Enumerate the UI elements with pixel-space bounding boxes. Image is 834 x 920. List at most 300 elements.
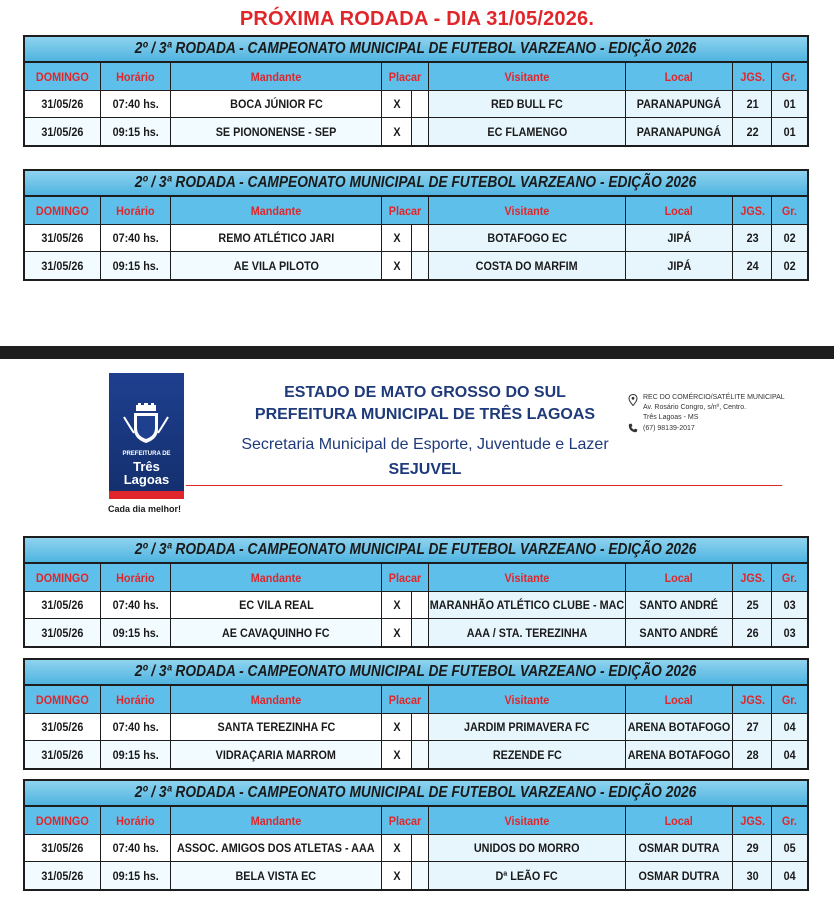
cell-home	[171, 619, 382, 646]
cell-venue-text: JIPÁ	[667, 231, 692, 245]
cell-games	[733, 741, 772, 768]
cell-date	[25, 252, 101, 279]
cell-time-text: 09:15 hs.	[112, 868, 159, 883]
column-header-label: Horário	[116, 570, 155, 585]
cell-date	[25, 592, 101, 618]
cell-group-text: 03	[783, 598, 796, 612]
cell-away-text: UNIDOS DO MORRO	[474, 841, 580, 855]
column-header-time	[101, 564, 172, 591]
phone-number: (67) 98139-2017	[643, 425, 695, 432]
cell-date	[25, 225, 101, 251]
cell-versus	[382, 714, 412, 740]
column-header-games	[733, 564, 772, 591]
column-header-row	[25, 197, 807, 225]
cell-venue-text: ARENA BOTAFOGO	[627, 747, 731, 762]
table-row	[25, 225, 807, 252]
cell-venue	[626, 741, 733, 768]
cell-games	[733, 225, 772, 251]
cell-versus	[382, 619, 412, 646]
cell-score-blank	[412, 592, 429, 618]
cell-games-text: 23	[746, 231, 759, 245]
cell-score-blank	[412, 835, 429, 861]
cell-time	[101, 835, 172, 861]
cell-away-text: REZENDE FC	[492, 747, 562, 762]
column-header-label: DOMINGO	[35, 570, 89, 585]
cell-games	[733, 592, 772, 618]
cell-away	[429, 592, 626, 618]
cell-home-text: ASSOC. AMIGOS DOS ATLETAS - AAA	[177, 841, 376, 855]
cell-group-text: 02	[783, 231, 796, 245]
cell-games-text: 22	[746, 124, 759, 139]
column-header-label: DOMINGO	[35, 69, 89, 84]
cell-home-text: REMO ATLÉTICO JARI	[218, 231, 335, 245]
cell-score-blank	[412, 619, 429, 646]
cell-venue-text: PARANAPUNGÁ	[636, 97, 722, 111]
cell-date-text: 31/05/26	[41, 598, 84, 612]
cell-versus	[382, 862, 412, 889]
cell-games-text: 27	[746, 720, 759, 734]
table-title	[25, 37, 807, 63]
logo-city-name-1: Três	[133, 459, 160, 474]
cell-score-blank	[412, 118, 429, 145]
cell-home	[171, 118, 382, 145]
phone-icon	[628, 423, 638, 433]
column-header-label: DOMINGO	[35, 203, 89, 218]
column-header-home	[171, 564, 382, 591]
column-header-away	[429, 63, 626, 90]
cell-home-text: EC VILA REAL	[238, 598, 314, 612]
column-header-label: Visitante	[504, 692, 550, 707]
cell-group-text: 02	[783, 258, 796, 273]
cell-venue-text: PARANAPUNGÁ	[636, 124, 722, 139]
cell-versus	[382, 225, 412, 251]
cell-home	[171, 225, 382, 251]
cell-away	[429, 225, 626, 251]
table-title	[25, 660, 807, 686]
cell-away-text: JARDIM PRIMAVERA FC	[464, 720, 590, 734]
cell-venue	[626, 252, 733, 279]
cell-away	[429, 619, 626, 646]
cell-versus	[382, 592, 412, 618]
cell-time	[101, 592, 172, 618]
column-header-label: Gr.	[782, 69, 798, 84]
cell-venue	[626, 225, 733, 251]
cell-away-text: BOTAFOGO EC	[487, 231, 567, 245]
column-header-games	[733, 686, 772, 713]
cell-group-text: 04	[783, 868, 796, 883]
cell-time-text: 07:40 hs.	[112, 97, 159, 111]
cell-games	[733, 862, 772, 889]
table-title-text: 2º / 3ª RODADA - CAMPEONATO MUNICIPAL DE FUTEBOL VARZEANO - EDIÇÃO 2026	[135, 663, 697, 680]
column-header-label: JGS.	[739, 570, 765, 585]
column-header-home	[171, 686, 382, 713]
column-header-time	[101, 63, 172, 90]
column-header-label: DOMINGO	[35, 813, 89, 828]
column-header-label: Horário	[116, 692, 155, 707]
cell-score-blank	[412, 714, 429, 740]
address-block	[643, 393, 823, 423]
cell-group-text: 03	[783, 625, 796, 640]
cell-time	[101, 252, 172, 279]
cell-date-text: 31/05/26	[41, 747, 84, 762]
cell-home-text: SANTA TEREZINHA FC	[217, 720, 336, 734]
cell-group	[772, 862, 807, 889]
column-header-venue	[626, 564, 733, 591]
cell-venue-text: SANTO ANDRÉ	[639, 625, 719, 640]
cell-venue	[626, 91, 733, 117]
cell-games-text: 28	[746, 747, 759, 762]
cell-group	[772, 835, 807, 861]
column-header-venue	[626, 63, 733, 90]
cell-date-text: 31/05/26	[41, 97, 84, 111]
cell-group	[772, 741, 807, 768]
column-header-games	[733, 197, 772, 224]
city-logo	[109, 373, 184, 499]
cell-versus-text: X	[392, 258, 401, 273]
column-header-day	[25, 686, 101, 713]
cell-date	[25, 619, 101, 646]
cell-home	[171, 91, 382, 117]
column-header-label: Placar	[388, 692, 422, 707]
cell-group	[772, 592, 807, 618]
column-header-row	[25, 807, 807, 835]
column-header-label: Visitante	[504, 570, 550, 585]
cell-games-text: 30	[746, 868, 759, 883]
cell-venue	[626, 118, 733, 145]
cell-versus-text: X	[392, 231, 401, 245]
cell-home	[171, 862, 382, 889]
section-divider	[0, 346, 834, 359]
address-line-3: Três Lagoas - MS	[643, 414, 699, 421]
address-line-2: Av. Rosário Congro, s/nº, Centro.	[643, 404, 747, 411]
cell-home	[171, 741, 382, 768]
letterhead-rule	[186, 485, 782, 486]
column-header-label: Horário	[116, 69, 155, 84]
cell-versus-text: X	[392, 97, 401, 111]
cell-home-text: AE CAVAQUINHO FC	[222, 625, 331, 640]
cell-date	[25, 714, 101, 740]
cell-versus-text: X	[392, 868, 401, 883]
cell-games	[733, 714, 772, 740]
column-header-label: Placar	[388, 813, 422, 828]
column-header-label: Mandante	[251, 692, 302, 707]
table-row	[25, 862, 807, 889]
column-header-group	[772, 63, 807, 90]
cell-away	[429, 91, 626, 117]
cell-date	[25, 118, 101, 145]
cell-versus	[382, 741, 412, 768]
cell-games-text: 25	[746, 598, 759, 612]
cell-away	[429, 118, 626, 145]
table-title-text: 2º / 3ª RODADA - CAMPEONATO MUNICIPAL DE FUTEBOL VARZEANO - EDIÇÃO 2026	[135, 541, 697, 558]
schedule-table	[23, 35, 809, 147]
column-header-group	[772, 197, 807, 224]
cell-games	[733, 91, 772, 117]
column-header-label: Mandante	[251, 813, 302, 828]
column-header-row	[25, 686, 807, 714]
table-row	[25, 835, 807, 862]
cell-away	[429, 835, 626, 861]
column-header-day	[25, 63, 101, 90]
cell-score-blank	[412, 91, 429, 117]
column-header-label: Gr.	[782, 692, 798, 707]
cell-versus	[382, 252, 412, 279]
column-header-row	[25, 63, 807, 91]
cell-games	[733, 619, 772, 646]
column-header-away	[429, 564, 626, 591]
cell-games-text: 24	[746, 258, 759, 273]
cell-time-text: 09:15 hs.	[112, 747, 159, 762]
table-title-text: 2º / 3ª RODADA - CAMPEONATO MUNICIPAL DE FUTEBOL VARZEANO - EDIÇÃO 2026	[135, 784, 697, 801]
cell-games-text: 29	[746, 841, 759, 855]
column-header-day	[25, 807, 101, 834]
cell-versus	[382, 91, 412, 117]
column-header-label: Horário	[116, 813, 155, 828]
column-header-time	[101, 686, 172, 713]
cell-time	[101, 118, 172, 145]
cell-venue-text: OSMAR DUTRA	[638, 868, 720, 883]
logo-tagline: Cada dia melhor!	[108, 504, 182, 514]
table-title-text: 2º / 3ª RODADA - CAMPEONATO MUNICIPAL DE FUTEBOL VARZEANO - EDIÇÃO 2026	[135, 40, 697, 57]
cell-away-text: Dª LEÃO FC	[495, 868, 559, 883]
table-row	[25, 592, 807, 619]
cell-date-text: 31/05/26	[41, 258, 84, 273]
table-row	[25, 91, 807, 118]
cell-home-text: VIDRAÇARIA MARROM	[216, 747, 337, 762]
column-header-label: Placar	[388, 69, 422, 84]
cell-group	[772, 91, 807, 117]
column-header-score	[382, 564, 429, 591]
column-header-group	[772, 807, 807, 834]
cell-date-text: 31/05/26	[41, 868, 84, 883]
column-header-score	[382, 686, 429, 713]
column-header-label: Placar	[388, 203, 422, 218]
schedule-table	[23, 536, 809, 648]
letterhead-prefecture: PREFEITURA MUNICIPAL DE TRÊS LAGOAS	[254, 406, 596, 423]
cell-group-text: 05	[783, 841, 796, 855]
cell-time-text: 09:15 hs.	[112, 258, 159, 273]
table-title	[25, 171, 807, 197]
column-header-label: Gr.	[782, 570, 798, 585]
cell-away	[429, 252, 626, 279]
cell-date-text: 31/05/26	[41, 625, 84, 640]
cell-games-text: 21	[746, 97, 759, 111]
cell-home	[171, 592, 382, 618]
cell-score-blank	[412, 862, 429, 889]
column-header-label: Mandante	[251, 203, 302, 218]
column-header-label: JGS.	[739, 813, 765, 828]
column-header-day	[25, 197, 101, 224]
cell-venue-text: JIPÁ	[667, 258, 692, 273]
cell-time-text: 07:40 hs.	[112, 598, 159, 612]
column-header-label: JGS.	[739, 203, 765, 218]
cell-versus-text: X	[392, 598, 401, 612]
cell-venue	[626, 592, 733, 618]
column-header-games	[733, 807, 772, 834]
address-line-1: REC DO COMÉRCIO/SATÉLITE MUNICIPAL	[643, 394, 785, 401]
table-title-text: 2º / 3ª RODADA - CAMPEONATO MUNICIPAL DE FUTEBOL VARZEANO - EDIÇÃO 2026	[135, 174, 697, 191]
table-row	[25, 714, 807, 741]
cell-games	[733, 252, 772, 279]
letterhead-acronym: SEJUVEL	[388, 461, 462, 478]
letterhead-state: ESTADO DE MATO GROSSO DO SUL	[284, 384, 566, 401]
cell-date-text: 31/05/26	[41, 231, 84, 245]
cell-date-text: 31/05/26	[41, 720, 84, 734]
cell-away-text: COSTA DO MARFIM	[475, 258, 578, 273]
column-header-label: Gr.	[782, 813, 798, 828]
table-row	[25, 741, 807, 768]
cell-venue-text: SANTO ANDRÉ	[639, 598, 719, 612]
cell-away	[429, 714, 626, 740]
column-header-group	[772, 564, 807, 591]
cell-games	[733, 835, 772, 861]
cell-venue	[626, 835, 733, 861]
column-header-score	[382, 63, 429, 90]
column-header-score	[382, 197, 429, 224]
cell-away-text: RED BULL FC	[491, 97, 563, 111]
cell-date	[25, 862, 101, 889]
column-header-label: Local	[665, 69, 694, 84]
column-header-label: Placar	[388, 570, 422, 585]
cell-versus-text: X	[392, 625, 401, 640]
column-header-group	[772, 686, 807, 713]
schedule-table	[23, 169, 809, 281]
column-header-label: Local	[665, 692, 694, 707]
logo-city-name-2: Lagoas	[123, 472, 170, 487]
cell-time-text: 09:15 hs.	[112, 625, 159, 640]
cell-date	[25, 835, 101, 861]
cell-games	[733, 118, 772, 145]
column-header-venue	[626, 686, 733, 713]
cell-date	[25, 91, 101, 117]
cell-time	[101, 741, 172, 768]
column-header-day	[25, 564, 101, 591]
column-header-home	[171, 807, 382, 834]
cell-group	[772, 225, 807, 251]
cell-score-blank	[412, 225, 429, 251]
cell-home	[171, 835, 382, 861]
cell-home-text: AE VILA PILOTO	[233, 258, 319, 273]
column-header-away	[429, 197, 626, 224]
cell-versus-text: X	[392, 720, 401, 734]
cell-home	[171, 714, 382, 740]
cell-venue	[626, 619, 733, 646]
column-header-score	[382, 807, 429, 834]
column-header-label: Mandante	[251, 570, 302, 585]
cell-venue	[626, 714, 733, 740]
cell-time	[101, 225, 172, 251]
column-header-label: Gr.	[782, 203, 798, 218]
cell-versus	[382, 835, 412, 861]
cell-versus-text: X	[392, 747, 401, 762]
cell-away-text: AAA / STA. TEREZINHA	[466, 625, 588, 640]
cell-date	[25, 741, 101, 768]
cell-away	[429, 862, 626, 889]
column-header-venue	[626, 807, 733, 834]
column-header-label: JGS.	[739, 69, 765, 84]
column-header-label: Local	[665, 813, 694, 828]
column-header-label: JGS.	[739, 692, 765, 707]
cell-group	[772, 252, 807, 279]
column-header-label: Visitante	[504, 69, 550, 84]
cell-venue-text: OSMAR DUTRA	[638, 841, 720, 855]
column-header-venue	[626, 197, 733, 224]
table-title	[25, 781, 807, 807]
cell-away-text: MARANHÃO ATLÉTICO CLUBE - MAC	[429, 598, 625, 612]
cell-date-text: 31/05/26	[41, 841, 84, 855]
column-header-label: Local	[665, 203, 694, 218]
cell-group-text: 04	[783, 747, 796, 762]
cell-home-text: SE PIONONENSE - SEP	[215, 124, 337, 139]
cell-away	[429, 741, 626, 768]
cell-time	[101, 91, 172, 117]
cell-time-text: 09:15 hs.	[112, 124, 159, 139]
cell-time-text: 07:40 hs.	[112, 231, 159, 245]
cell-date-text: 31/05/26	[41, 124, 84, 139]
schedule-table	[23, 658, 809, 770]
column-header-home	[171, 63, 382, 90]
cell-group	[772, 714, 807, 740]
column-header-away	[429, 686, 626, 713]
cell-venue-text: ARENA BOTAFOGO	[627, 720, 731, 734]
cell-games-text: 26	[746, 625, 759, 640]
table-row	[25, 118, 807, 145]
letterhead-secretariat: Secretaria Municipal de Esporte, Juventude e Lazer	[241, 436, 609, 453]
cell-versus-text: X	[392, 124, 401, 139]
cell-score-blank	[412, 252, 429, 279]
column-header-time	[101, 197, 172, 224]
cell-home	[171, 252, 382, 279]
cell-versus-text: X	[392, 841, 401, 855]
column-header-label: Visitante	[504, 203, 550, 218]
page-title: PRÓXIMA RODADA - DIA 31/05/2026.	[239, 8, 595, 30]
column-header-home	[171, 197, 382, 224]
column-header-label: Mandante	[251, 69, 302, 84]
column-header-row	[25, 564, 807, 592]
column-header-label: Visitante	[504, 813, 550, 828]
cell-time-text: 07:40 hs.	[112, 841, 159, 855]
schedule-table	[23, 779, 809, 891]
cell-group-text: 01	[783, 124, 796, 139]
cell-time	[101, 714, 172, 740]
cell-time	[101, 862, 172, 889]
cell-time	[101, 619, 172, 646]
cell-versus	[382, 118, 412, 145]
column-header-time	[101, 807, 172, 834]
table-row	[25, 619, 807, 646]
column-header-label: Local	[665, 570, 694, 585]
table-title	[25, 538, 807, 564]
location-pin-icon	[628, 394, 638, 406]
cell-home-text: BOCA JÚNIOR FC	[229, 97, 323, 111]
column-header-label: Horário	[116, 203, 155, 218]
cell-group	[772, 619, 807, 646]
column-header-label: DOMINGO	[35, 692, 89, 707]
cell-group-text: 04	[783, 720, 796, 734]
table-row	[25, 252, 807, 279]
cell-score-blank	[412, 741, 429, 768]
column-header-away	[429, 807, 626, 834]
logo-prefeitura-label: PREFEITURA DE	[122, 451, 171, 457]
cell-group	[772, 118, 807, 145]
cell-home-text: BELA VISTA EC	[235, 868, 317, 883]
column-header-games	[733, 63, 772, 90]
coat-of-arms-icon	[122, 403, 170, 445]
cell-away-text: EC FLAMENGO	[487, 124, 567, 139]
cell-time-text: 07:40 hs.	[112, 720, 159, 734]
cell-venue	[626, 862, 733, 889]
cell-group-text: 01	[783, 97, 796, 111]
